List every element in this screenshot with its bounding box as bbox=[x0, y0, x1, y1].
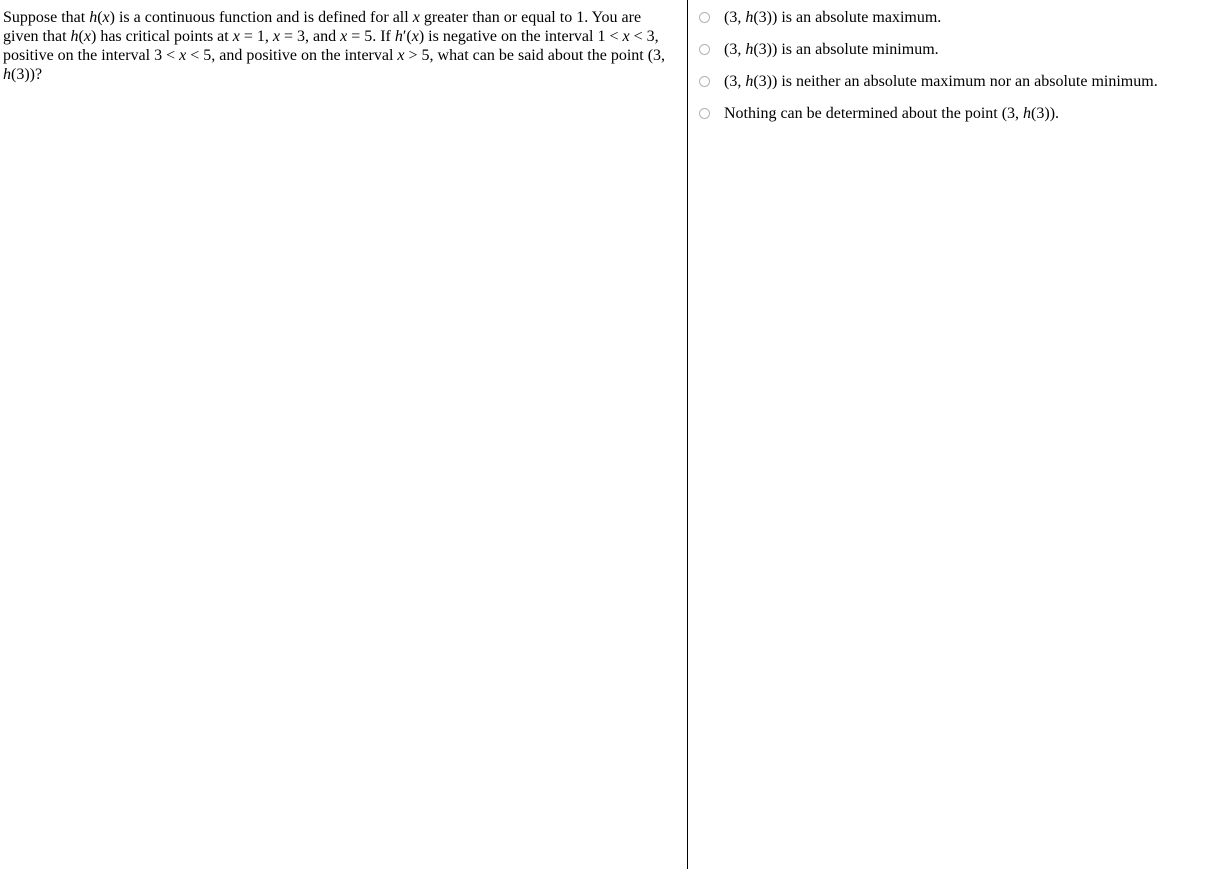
math-variable: h bbox=[745, 9, 754, 26]
math-variable: h bbox=[1023, 105, 1032, 122]
math-variable: x bbox=[102, 9, 110, 26]
answer-label-3: (3, h(3)) is neither an absolute maximum nor an absolute minimum. bbox=[724, 73, 1158, 90]
answer-label-2: (3, h(3)) is an absolute minimum. bbox=[724, 41, 939, 58]
math-variable: x bbox=[340, 28, 348, 45]
math-variable: x bbox=[272, 28, 280, 45]
math-variable: x bbox=[622, 28, 630, 45]
math-variable: h bbox=[70, 28, 79, 45]
math-variable: x bbox=[397, 47, 405, 64]
answers-panel bbox=[689, 0, 1232, 869]
math-variable: h bbox=[745, 73, 754, 90]
math-variable: h bbox=[89, 9, 98, 26]
radio-button-2[interactable] bbox=[699, 44, 710, 55]
math-variable: h bbox=[394, 28, 403, 45]
math-variable: h bbox=[745, 41, 754, 58]
answer-label-1: (3, h(3)) is an absolute maximum. bbox=[724, 9, 942, 26]
question-text: Suppose that h(x) is a continuous function and is defined for all x greater than or equal to 1. You are given that h(x) has critical points at x = 1, x = 3, and x = 5. If h′(x) is negative on the interval 1 < x < 3, positive on the interval 3 < x < 5, and positive on the interval x > 5, what can be said about the point (3, h(3))? bbox=[3, 9, 666, 83]
radio-button-4[interactable] bbox=[699, 108, 710, 119]
math-variable: x bbox=[411, 28, 419, 45]
answer-label-4: Nothing can be determined about the point (3, h(3)). bbox=[724, 105, 1060, 122]
math-variable: x bbox=[179, 47, 187, 64]
math-variable: x bbox=[232, 28, 240, 45]
math-variable: x bbox=[412, 9, 420, 26]
radio-button-1[interactable] bbox=[699, 12, 710, 23]
math-variable: x bbox=[83, 28, 91, 45]
radio-button-3[interactable] bbox=[699, 76, 710, 87]
math-variable: h bbox=[3, 66, 11, 83]
